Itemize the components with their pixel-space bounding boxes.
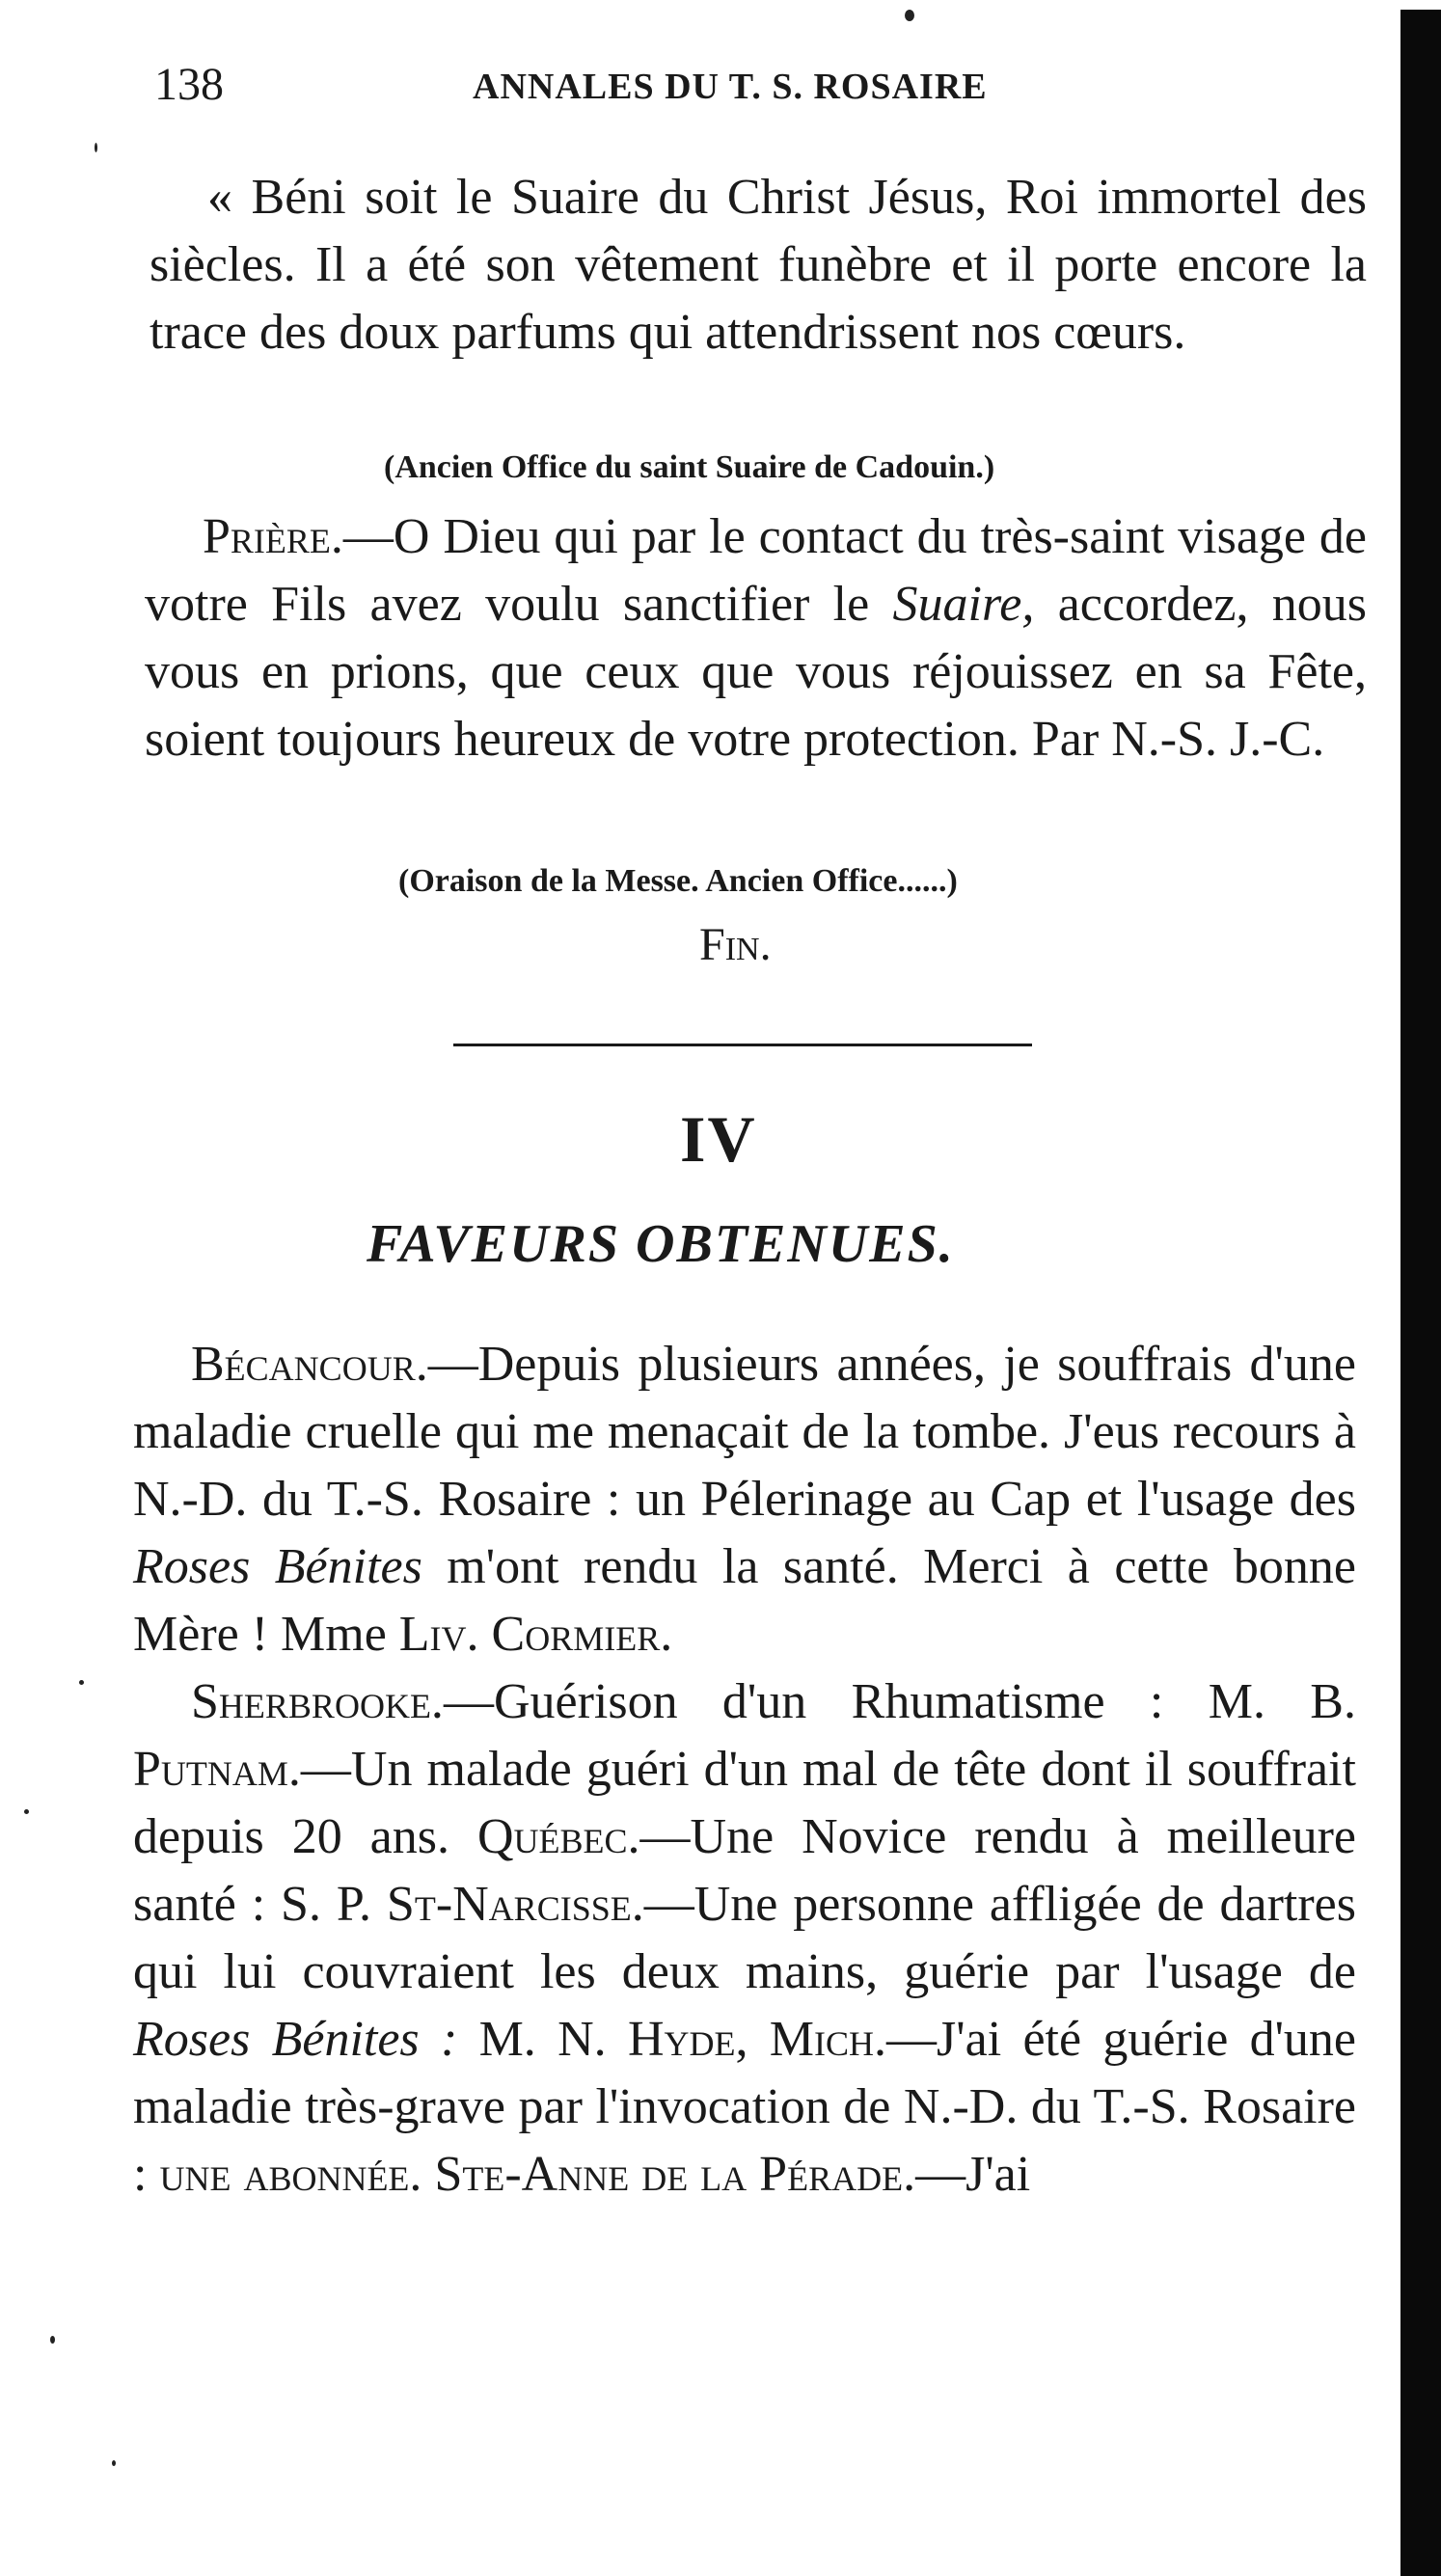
page-header bbox=[154, 58, 1370, 116]
prayer-text-2: accordez, nous vous en prions, que ceux que vous réjouissez en sa Fête, soient toujours heureux de votre protection. Par N.-S. J.-C. bbox=[145, 577, 1368, 767]
binding-shadow bbox=[1400, 10, 1441, 2576]
favor-1-italic: Roses Bénites bbox=[133, 1539, 422, 1594]
favor-1-text-a: —Depuis plusieurs années, je souffrais d'une maladie cruelle qui me menaçait de la tombe. J'eus recours à N.-D. du T.-S. Rosaire : un Pélerinage au Cap et l'usage des bbox=[133, 1337, 1356, 1527]
place-becancour: Bécancour. bbox=[191, 1337, 428, 1392]
favor-paragraph-1 bbox=[133, 1331, 1356, 1668]
hymn-text: « Béni soit le Suaire du Christ Jésus, Roi immortel des siècles. Il a été son vêtement funèbre et il porte encore la trace des doux parfums qui attendrissent nos cœurs. bbox=[150, 170, 1367, 360]
signature-une-abonnee: une abonnée. bbox=[159, 2147, 422, 2202]
favor-paragraph-2 bbox=[133, 1668, 1356, 2209]
ink-speck bbox=[112, 2460, 116, 2466]
section-numeral: IV bbox=[680, 1102, 757, 1176]
place-ste-anne: Ste-Anne de la Pérade. bbox=[434, 2147, 916, 2202]
favor-2-text-2: —Un malade guéri d'un mal de tête dont il souffrait depuis 20 ans. bbox=[133, 1742, 1356, 1864]
favor-2-text-6: —J'ai été guérie d'une maladie très-grave par l'invocation de N.-D. du T.-S. Rosaire : bbox=[133, 2012, 1357, 2202]
ink-speck bbox=[50, 2336, 55, 2344]
favor-1-signature: Liv. Cormier. bbox=[398, 1607, 673, 1662]
prayer-paragraph bbox=[145, 503, 1367, 773]
favor-2-text-3: —Une Novice rendu à meilleure santé : S. P. bbox=[133, 1809, 1356, 1932]
place-st-narcisse: St-Narcisse. bbox=[386, 1877, 644, 1932]
prayer-text-1: —O Dieu qui par le contact du très-saint visage de votre Fils avez voulu sanctifier le bbox=[145, 509, 1367, 632]
ink-speck bbox=[24, 1809, 29, 1814]
favor-2-text-8: —J'ai bbox=[915, 2147, 1031, 2202]
place-sherbrooke: Sherbrooke. bbox=[191, 1674, 444, 1729]
prayer-label: Prière. bbox=[203, 509, 343, 564]
end-mark: Fin. bbox=[699, 919, 772, 970]
hymn-paragraph bbox=[150, 164, 1367, 366]
place-quebec: Québec. bbox=[476, 1809, 640, 1864]
ink-speck bbox=[79, 1680, 84, 1685]
prayer-source: (Oraison de la Messe. Ancien Office......) bbox=[398, 863, 958, 899]
ink-speck bbox=[95, 143, 97, 152]
favor-2-italic: Roses Bénites : bbox=[133, 2012, 458, 2067]
hymn-source: (Ancien Office du saint Suaire de Cadouin.) bbox=[384, 449, 995, 485]
page-number: 138 bbox=[154, 59, 224, 110]
favor-2-text-1: —Guérison d'un Rhumatisme : M. B. bbox=[443, 1674, 1356, 1729]
running-head: ANNALES DU T. S. ROSAIRE bbox=[473, 67, 988, 107]
favor-2-text-5: M. N. bbox=[457, 2012, 628, 2067]
place-hyde-mich: Hyde, Mich. bbox=[627, 2012, 887, 2067]
favor-2-text-7 bbox=[421, 2147, 434, 2202]
favor-2-text-4: —Une personne affligée de dartres qui lui couvraient les deux mains, guérie par l'usage de bbox=[133, 1877, 1356, 1999]
section-title: FAVEURS OBTENUES. bbox=[367, 1214, 955, 1274]
ink-speck bbox=[905, 10, 914, 21]
prayer-italic-word: Suaire, bbox=[892, 577, 1035, 632]
favor-1-text-b: m'ont rendu la santé. Merci à cette bonne Mère ! Mme bbox=[133, 1539, 1356, 1662]
section-divider bbox=[453, 1044, 1032, 1046]
signature-putnam: Putnam. bbox=[133, 1742, 301, 1797]
